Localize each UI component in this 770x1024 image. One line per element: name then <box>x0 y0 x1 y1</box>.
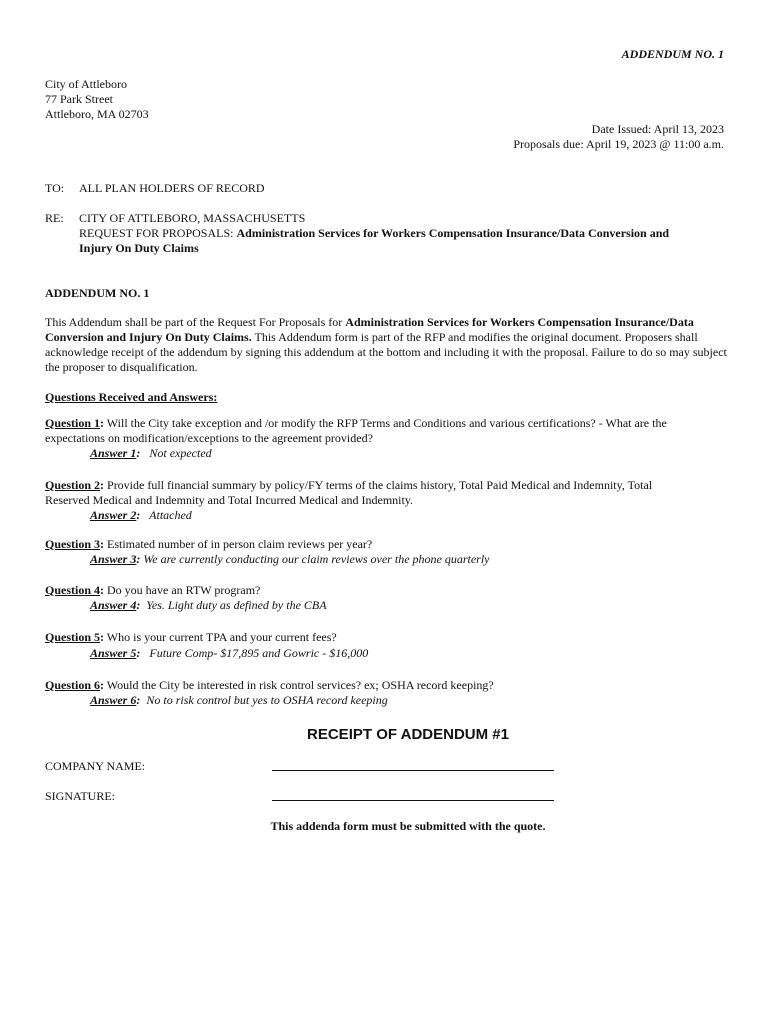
re-label: RE: <box>45 211 64 225</box>
question-5-label: Question 5 <box>45 630 101 644</box>
question-5: Question 5: Who is your current TPA and your current fees? <box>45 630 337 644</box>
question-1-text: Will the City take exception and /or modify the RFP Terms and Conditions and various certifications? - What are the <box>104 416 667 430</box>
intro-text-2: This Addendum form is part of the RFP and modifies the original document. Proposers shall acknowledge receipt of the addendum by signing this addendum at the bottom and including it with the proposal. Failure to do so may subject the proposer to disqualification. <box>45 330 727 374</box>
question-1-label: Question 1 <box>45 416 101 430</box>
re-rfp-title-1: Administration Services for Workers Compensation Insurance/Data Conversion and <box>236 226 670 240</box>
re-rfp-line <box>79 226 669 241</box>
answer-4-text: Yes. Light duty as defined by the CBA <box>146 598 327 612</box>
question-4: Question 4: Do you have an RTW program? <box>45 583 261 597</box>
re-line-1: CITY OF ATTLEBORO, MASSACHUSETTS <box>79 211 306 225</box>
question-2-label: Question 2 <box>45 478 101 492</box>
question-6: Question 6: Would the City be interested in risk control services? ex; OSHA record keeping? <box>45 678 494 692</box>
answer-3: Answer 3: We are currently conducting our claim reviews over the phone quarterly <box>90 552 490 566</box>
answer-5: Answer 5: Future Comp- $17,895 and Gowric - $16,000 <box>90 646 369 660</box>
qa-heading: Questions Received and Answers: <box>45 390 218 404</box>
answer-1: Answer 1: Not expected <box>90 446 212 460</box>
answer-5-text: Future Comp- $17,895 and Gowric - $16,000 <box>149 646 369 660</box>
signature-field[interactable] <box>272 789 554 805</box>
answer-1-text: Not expected <box>149 446 212 460</box>
re-rfp-prefix: REQUEST FOR PROPOSALS: <box>79 226 237 240</box>
answer-4-label: Answer 4 <box>90 598 137 612</box>
question-4-label: Question 4 <box>45 583 101 597</box>
date-issued: Date Issued: April 13, 2023 <box>591 122 724 136</box>
question-4-text: Do you have an RTW program? <box>104 583 261 597</box>
intro-paragraph <box>45 315 729 375</box>
question-6-label: Question 6 <box>45 678 101 692</box>
signature-label: SIGNATURE: <box>45 789 116 803</box>
intro-rfp-title: Administration Services for Workers Compensation Insurance/Data Conversion and Injury On Duty Claims. <box>45 315 694 344</box>
company-name-field[interactable] <box>272 759 554 775</box>
answer-2: Answer 2: Attached <box>90 508 192 522</box>
answer-3-text: We are currently conducting our claim reviews over the phone quarterly <box>143 552 490 566</box>
question-5-text: Who is your current TPA and your current fees? <box>104 630 337 644</box>
submission-note: This addenda form must be submitted with the quote. <box>270 819 546 833</box>
address-line-1: City of Attleboro <box>45 77 127 91</box>
question-1-text-2: expectations on modification/exceptions to the agreement provided? <box>45 431 373 445</box>
question-2-text: Provide full financial summary by policy/FY terms of the claims history, Total Paid Medical and Indemnity, Total <box>104 478 653 492</box>
proposals-due: Proposals due: April 19, 2023 @ 11:00 a.m. <box>513 137 724 151</box>
to-label: TO: <box>45 181 65 195</box>
addendum-title-top: ADDENDUM NO. 1 <box>621 47 724 61</box>
question-6-text: Would the City be interested in risk control services? ex; OSHA record keeping? <box>104 678 494 692</box>
answer-6: Answer 6: No to risk control but yes to OSHA record keeping <box>90 693 388 707</box>
answer-6-label: Answer 6 <box>90 693 137 707</box>
answer-4: Answer 4: Yes. Light duty as defined by the CBA <box>90 598 327 612</box>
answer-3-label: Answer 3 <box>90 552 137 566</box>
company-name-label: COMPANY NAME: <box>45 759 146 773</box>
answer-2-text: Attached <box>149 508 192 522</box>
question-3-label: Question 3 <box>45 537 101 551</box>
address-line-2: 77 Park Street <box>45 92 113 106</box>
question-2: Question 2: Provide full financial summary by policy/FY terms of the claims history, Total Paid Medical and Indemnity, Total <box>45 478 653 492</box>
address-line-3: Attleboro, MA 02703 <box>45 107 149 121</box>
question-3: Question 3: Estimated number of in person claim reviews per year? <box>45 537 373 551</box>
answer-5-label: Answer 5 <box>90 646 137 660</box>
to-value: ALL PLAN HOLDERS OF RECORD <box>79 181 265 195</box>
intro-text-1: This Addendum shall be part of the Request For Proposals for <box>45 315 346 329</box>
answer-2-label: Answer 2 <box>90 508 137 522</box>
answer-1-label: Answer 1 <box>90 446 137 460</box>
receipt-title: RECEIPT OF ADDENDUM #1 <box>307 726 509 743</box>
answer-6-text: No to risk control but yes to OSHA record keeping <box>146 693 388 707</box>
section-title: ADDENDUM NO. 1 <box>45 286 150 300</box>
re-rfp-title-2: Injury On Duty Claims <box>79 241 199 255</box>
question-2-text-2: Reserved Medical and Indemnity and Total Incurred Medical and Indemnity. <box>45 493 414 507</box>
question-3-text: Estimated number of in person claim reviews per year? <box>104 537 373 551</box>
question-1: Question 1: Will the City take exception and /or modify the RFP Terms and Conditions and various certifications? - What are the <box>45 416 667 430</box>
